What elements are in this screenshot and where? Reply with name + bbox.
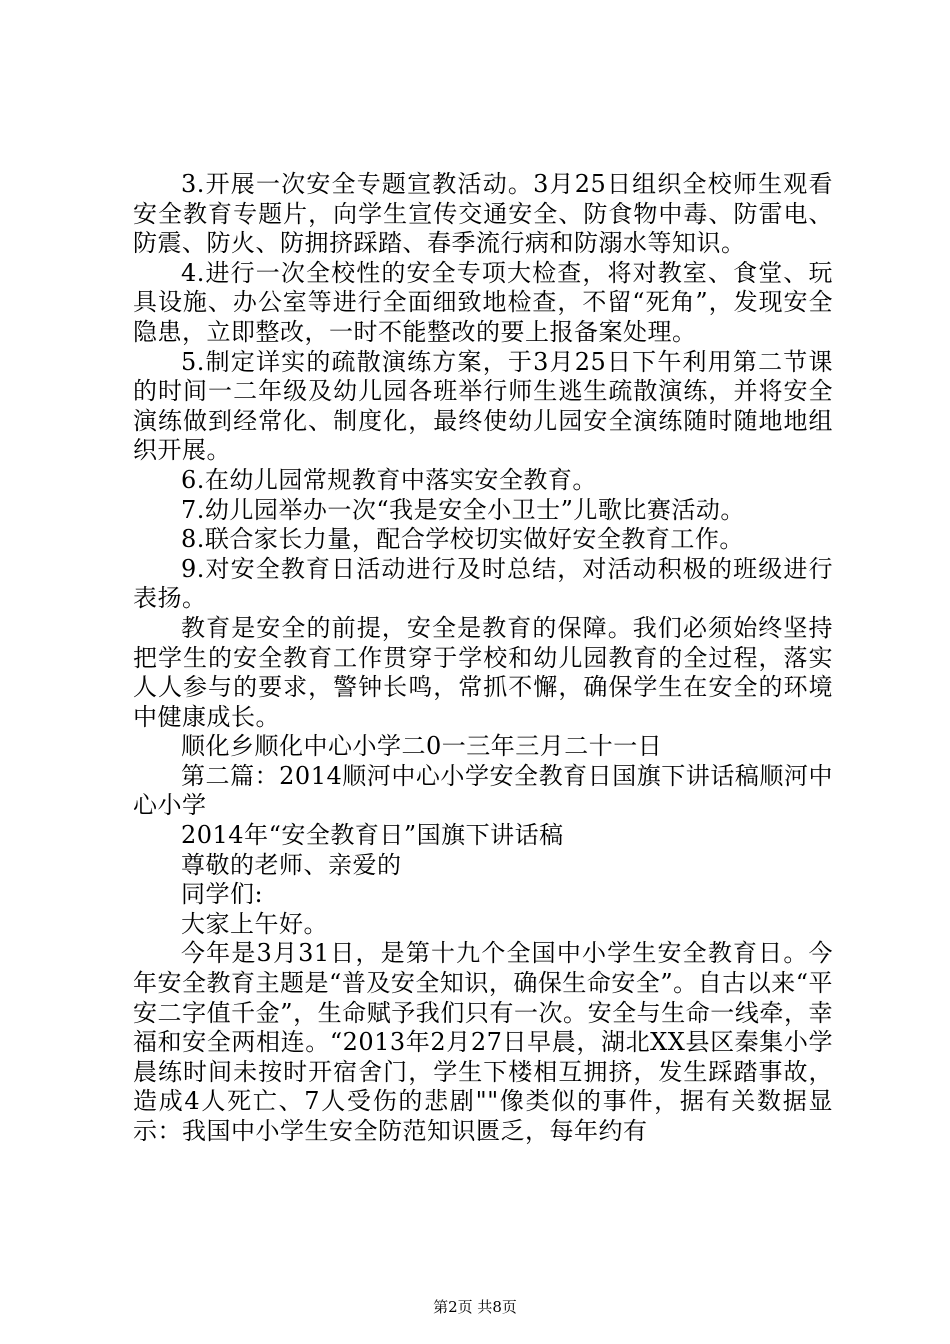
paragraph-item-3: 3.开展一次安全专题宣教活动。3月25日组织全校师生观看安全教育专题片，向学生宣传交通安全、防食物中毒、防雷电、防震、防火、防拥挤踩踏、春季流行病和防溺水等知识。: [133, 170, 833, 258]
paragraph-item-5: 5.制定详实的疏散演练方案，于3月25日下午利用第二节课的时间一二年级及幼儿园各班举行师生逃生疏散演练，并将安全演练做到经常化、制度化，最终使幼儿园安全演练随时随地地组织开展。: [133, 347, 833, 465]
paragraph-item-6: 6.在幼儿园常规教育中落实安全教育。: [181, 465, 597, 494]
greeting-morning: 大家上午好。: [181, 909, 328, 938]
paragraph-signature: 顺化乡顺化中心小学二0一三年三月二十一日: [181, 732, 663, 761]
paragraph-conclusion: 教育是安全的前提，安全是教育的保障。我们必须始终坚持把学生的安全教育工作贯穿于学校和幼儿园教育的全过程，落实人人参与的要求，警钟长鸣，常抓不懈，确保学生在安全的环境中健康成长。: [133, 613, 833, 731]
page-footer: 第2页 共8页: [433, 1298, 517, 1316]
speech-body-paragraph: 今年是3月31日，是第十九个全国中小学生安全教育日。今年安全教育主题是“普及安全知识，确保生命安全”。自古以来“平安二字值千金”，生命赋予我们只有一次。安全与生命一线牵，幸福和安全两相连。“2013年2月27日早晨，湖北XX县区秦集小学晨练时间未按时开宿舍门，学生下楼相互拥挤，发生踩踏事故，造成4人死亡、7人受伤的悲剧""像类似的事件，据有关数据显示：我国中小学生安全防范知识匮乏，每年约有: [133, 939, 833, 1145]
speech-title: 2014年“安全教育日”国旗下讲话稿: [181, 821, 564, 850]
greeting-teachers: 尊敬的老师、亲爱的: [181, 850, 402, 879]
paragraph-item-7: 7.幼儿园举办一次“我是安全小卫士”儿歌比赛活动。: [181, 495, 745, 524]
paragraph-item-9: 9.对安全教育日活动进行及时总结，对活动积极的班级进行表扬。: [133, 554, 833, 613]
greeting-students: 同学们:: [181, 880, 264, 909]
paragraph-item-8: 8.联合家长力量，配合学校切实做好安全教育工作。: [181, 525, 744, 554]
paragraph-item-4: 4.进行一次全校性的安全专项大检查，将对教室、食堂、玩具设施、办公室等进行全面细致地检查，不留“死角”，发现安全隐患，立即整改，一时不能整改的要上报备案处理。: [133, 258, 833, 346]
section-heading-part-two: 第二篇：2014顺河中心小学安全教育日国旗下讲话稿顺河中心小学: [133, 761, 833, 820]
document-body: [133, 170, 833, 1147]
